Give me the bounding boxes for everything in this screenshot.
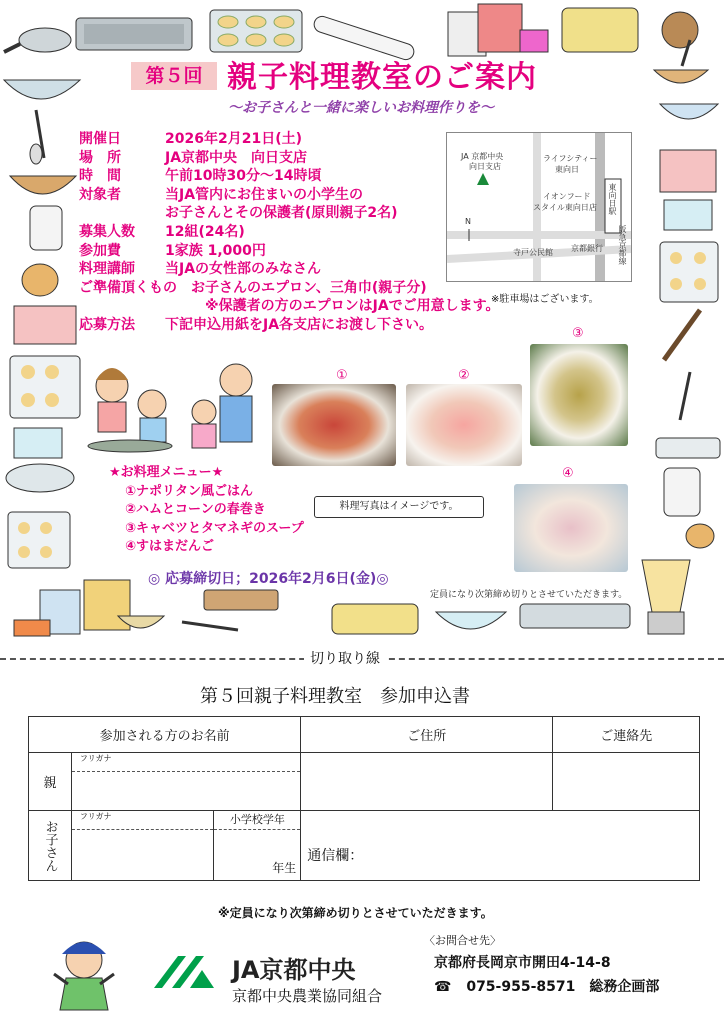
spatula-icon [664, 310, 700, 360]
photo-napolitan-rice [272, 384, 396, 466]
bowl-left-2-icon [10, 176, 76, 194]
communication-label: 通信欄： [307, 848, 364, 864]
foil-roll-icon [656, 438, 720, 458]
photo-spring-rolls [406, 384, 522, 466]
instructor-value: 当JAの女性部のみなさん [165, 261, 322, 278]
mascot-illustration [44, 934, 122, 1014]
whisk-spoon-icon [30, 110, 44, 164]
map-ja-branch-2: 向日支店 [469, 162, 501, 171]
target-value-1: 当JA管内にお住まいの小学生の [165, 186, 364, 203]
parking-note: ※駐車場はございます。 [491, 294, 599, 305]
page-subtitle: ～お子さんと一緒に楽しいお料理作りを～ [228, 100, 494, 116]
blender-icon [642, 560, 690, 634]
top-right-tray-icon [562, 8, 698, 52]
tray-bottom-icon [520, 604, 630, 628]
fee-value: 1家族 1,000円 [165, 242, 266, 259]
photo-number-4: ④ [562, 466, 574, 481]
menu-item: ①ナポリタン風ごはん [125, 483, 254, 499]
pot-lid-icon [6, 464, 74, 492]
baking-tray-icon [76, 18, 192, 50]
capacity-value: 12組(24名) [165, 223, 245, 240]
contact-heading: 〈お問合せ先〉 [424, 934, 501, 947]
cookie-tray-left-icon [10, 356, 80, 418]
parent-furigana-label: フリガナ [72, 753, 300, 772]
flour-bag-left-icon [14, 306, 76, 344]
photo-image-note: 料理写真はイメージです。 [314, 496, 484, 518]
egg-right-icon [686, 524, 714, 548]
date-value: 2026年2月21日(土) [165, 131, 302, 147]
organization-name: 京都中央農業協同組合 [232, 987, 383, 1005]
grade-unit: 年生 [272, 861, 297, 875]
parent-name-field[interactable] [71, 753, 300, 811]
bowl-bottom2-icon [436, 612, 506, 629]
map-ja-branch: JA 京都中央 [461, 152, 504, 161]
contact-address: 京都府長岡京市開田4-14-8 [434, 955, 611, 971]
menu-item: ②ハムとコーンの春巻き [125, 502, 266, 517]
apply-label: 応募方法 [79, 316, 135, 333]
lunchbox-icon [332, 604, 418, 634]
apply-value: 下記申込用紙をJA各支店にお渡し下さい。 [165, 316, 434, 333]
bowl-right-icon [660, 104, 718, 119]
ja-brand-name: JA京都中央 [232, 956, 356, 984]
application-form [28, 716, 700, 881]
sugar-flour-bottom-icon [14, 580, 130, 636]
photo-number-2: ② [458, 368, 470, 383]
mixing-bowl-icon [4, 80, 80, 99]
capacity-note: 定員になり次第締め切りとさせていただきます。 [430, 590, 628, 600]
cookie-tray-left2-icon [8, 512, 70, 568]
edition-badge: 第５回 [131, 62, 217, 90]
cut-line-label: 切り取り線 [304, 648, 386, 668]
jar-right-icon [664, 468, 700, 516]
parent-row-label: 親 [29, 753, 72, 811]
location-map [446, 132, 632, 282]
prepare-note: ※保護者の方のエプロンはJAでご用意します。 [205, 298, 500, 315]
child-furigana-label: フリガナ [72, 811, 214, 830]
target-value-2: お子さんとその保護者(原則親子2名) [165, 205, 398, 222]
map-north-icon: N [465, 217, 471, 226]
prepare-text: ご準備頂くもの お子さんのエプロン、三角巾(親子分) [79, 279, 427, 296]
capacity-label: 募集人数 [79, 223, 135, 240]
map-station: 東向日駅 [608, 183, 617, 215]
photo-cabbage-soup [530, 344, 628, 446]
contact-tel-number: 075-955-8571 総務企画部 [466, 979, 660, 995]
photo-dango [514, 484, 628, 572]
fee-label: 参加費 [79, 242, 121, 259]
child-row-label: お子さん [29, 811, 72, 881]
footer-capacity-note: ※定員になり次第締め切りとさせていただきます。 [218, 906, 493, 920]
contact-tel [434, 976, 659, 996]
ja-logo-icon [150, 952, 220, 992]
page-title: 親子料理教室のご案内 [227, 60, 537, 95]
instructor-label: 料理講師 [79, 261, 135, 278]
map-community-center: 寺戸公民館 [513, 248, 553, 257]
map-lifecity: ライフシティー [543, 154, 598, 163]
child-name-field[interactable] [71, 811, 214, 881]
col-contact-header: ご連絡先 [553, 717, 700, 753]
cooking-menu [109, 464, 304, 557]
application-deadline: ◎ 応募締切日；2026年2月6日(金)◎ [148, 571, 389, 587]
date-label: 開催日 [79, 131, 121, 147]
measuring-cup-left-icon [14, 428, 62, 458]
sugar-flour-bags-icon [448, 4, 548, 56]
place-value: JA京都中央 向日支店 [165, 149, 308, 166]
milk-bottle-icon [30, 206, 62, 250]
cutting-board-icon [182, 590, 278, 630]
map-railway: 阪急京都線 [618, 225, 627, 265]
menu-item: ③キャベツとタマネギのスープ [125, 520, 304, 536]
map-aeon-2: スタイル東向日店 [533, 203, 597, 212]
map-aeon: イオンフード [543, 192, 591, 201]
time-label: 時 間 [79, 168, 121, 185]
place-label: 場 所 [79, 149, 121, 166]
family-cooking-illustration [88, 364, 252, 452]
cookie-tray-right-icon [660, 242, 718, 302]
col-address-header: ご住所 [301, 717, 553, 753]
time-value: 午前10時30分～14時頃 [165, 168, 322, 185]
target-label: 対象者 [79, 186, 121, 203]
parent-contact-field[interactable] [553, 753, 700, 811]
spoons-right-icon [680, 372, 690, 420]
photo-number-3: ③ [572, 326, 584, 341]
col-name-header: 参加される方のお名前 [29, 717, 301, 753]
cookie-tray-icon [210, 10, 302, 52]
frying-pan-icon [4, 28, 71, 52]
form-title: 第５回親子料理教室 参加申込書 [200, 686, 470, 707]
communication-field[interactable] [301, 811, 700, 881]
measuring-cup-right-icon [664, 200, 712, 230]
grade-label: 小学校学年 [214, 811, 300, 830]
egg-icon [22, 264, 58, 296]
map-bank: 京都銀行 [571, 244, 603, 253]
menu-item: ④すはまだんご [125, 539, 215, 554]
parent-address-field[interactable] [301, 753, 553, 811]
menu-heading: ★お料理メニュー★ [109, 465, 224, 480]
phone-icon: ☎ [434, 979, 452, 995]
event-info [79, 130, 500, 335]
child-grade-field[interactable] [214, 811, 301, 881]
photo-number-1: ① [336, 368, 348, 383]
flour-bag-right-icon [660, 150, 716, 192]
map-lifecity-2: 東向日 [555, 165, 579, 174]
